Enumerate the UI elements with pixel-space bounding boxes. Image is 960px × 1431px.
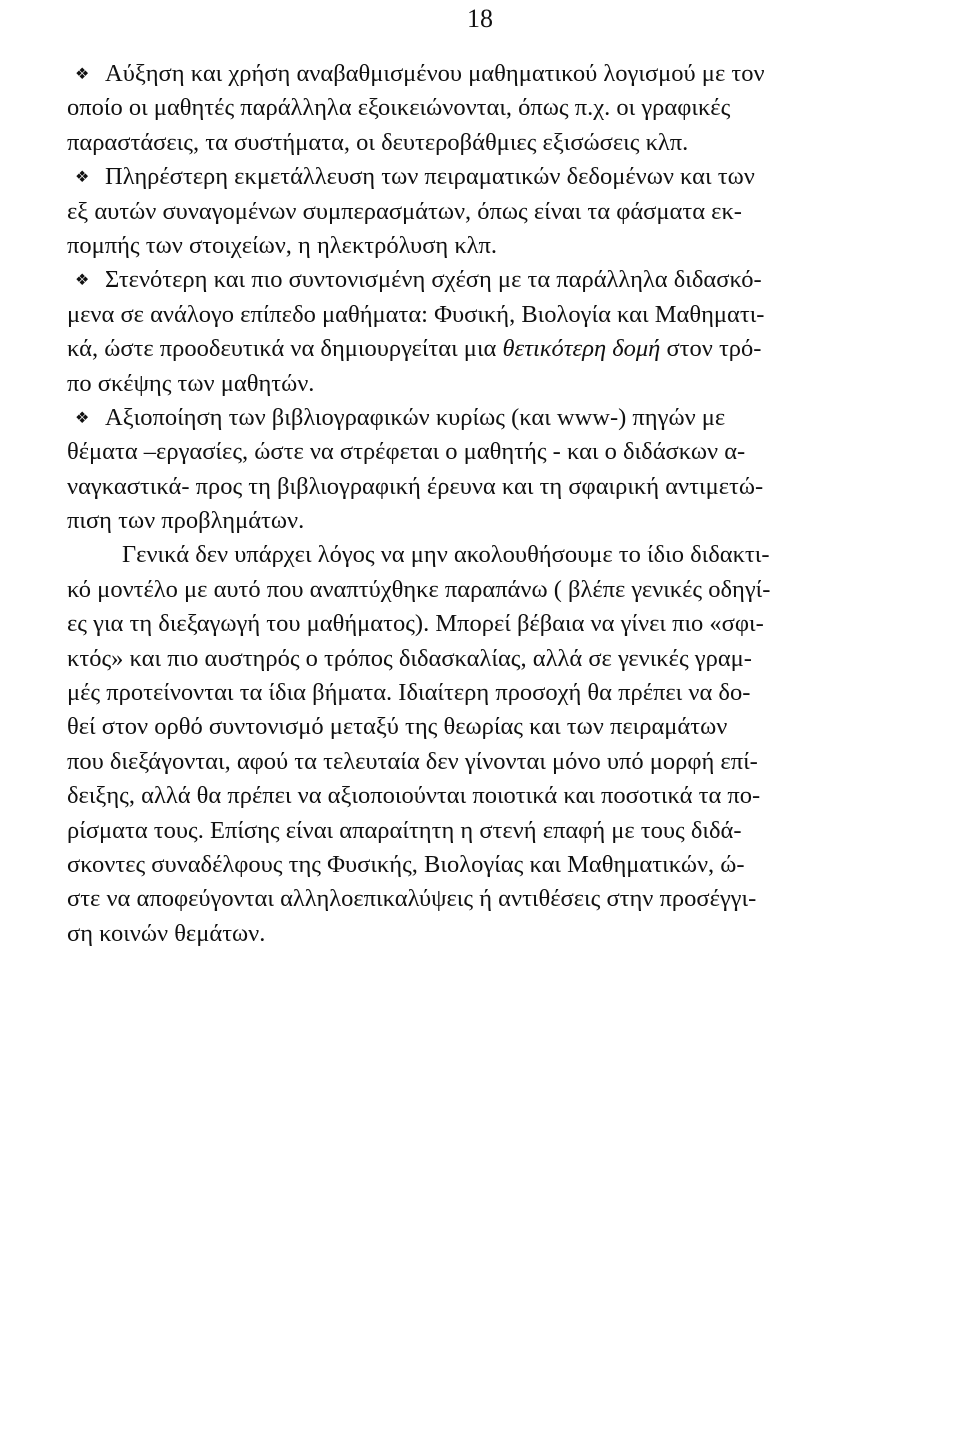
paragraph-line-2: κό μοντέλο με αυτό που αναπτύχθηκε παραπάνω ( βλέπε γενικές οδηγί- [67, 575, 771, 603]
bullet-item-4 [67, 401, 915, 539]
bullet-diamond-icon: ❖ [75, 409, 90, 427]
bullet-3-line-3-tail: στον τρό- [666, 335, 762, 363]
paragraph-line-7: που διεξάγονται, αφού τα τελευταία δεν γίνονται μόνο υπό μορφή επί- [67, 747, 758, 775]
closing-paragraph [67, 538, 915, 951]
document-body [67, 57, 915, 951]
bullet-3-line-3: κά, ώστε προοδευτικά να δημιουργείται μια [67, 335, 497, 363]
bullet-item-3 [67, 263, 915, 401]
bullet-2-line-2: εξ αυτών συναγομένων συμπερασμάτων, όπως είναι τα φάσματα εκ- [67, 197, 742, 225]
paragraph-line-8: δειξης, αλλά θα πρέπει να αξιοποιούνται ποιοτικά και ποσοτικά τα πο- [67, 782, 761, 810]
bullet-3-line-2: μενα σε ανάλογο επίπεδο μαθήματα: Φυσική, Βιολογία και Μαθηματι- [67, 300, 765, 328]
bullet-diamond-icon: ❖ [75, 272, 90, 290]
bullet-1-line-3: παραστάσεις, τα συστήματα, οι δευτεροβάθμιες εξισώσεις κλπ. [67, 128, 689, 156]
bullet-3-italic-phrase: θετικότερη δομή [502, 335, 661, 363]
paragraph-line-3: ες για τη διεξαγωγή του μαθήματος). Μπορεί βέβαια να γίνει πιο «σφι- [67, 610, 764, 638]
bullet-item-2 [67, 160, 915, 263]
bullet-4-line-3: ναγκαστικά- προς τη βιβλιογραφική έρευνα και τη σφαιρική αντιμετώ- [67, 472, 764, 500]
bullet-3-line-1: Στενότερη και πιο συντονισμένη σχέση με τα παράλληλα διδασκό- [105, 266, 762, 294]
page-number: 18 [467, 4, 493, 33]
paragraph-line-5: μές προτείνονται τα ίδια βήματα. Ιδιαίτερη προσοχή θα πρέπει να δο- [67, 679, 751, 707]
paragraph-line-9: ρίσματα τους. Επίσης είναι απαραίτητη η στενή επαφή με τους διδά- [67, 816, 742, 844]
paragraph-line-11: στε να αποφεύγονται αλληλοεπικαλύψεις ή αντιθέσεις στην προσέγγι- [67, 885, 757, 913]
paragraph-line-12: ση κοινών θεμάτων. [67, 919, 266, 947]
bullet-4-line-2: θέματα –εργασίες, ώστε να στρέφεται ο μαθητής - και ο διδάσκων α- [67, 438, 746, 466]
paragraph-line-1: Γενικά δεν υπάρχει λόγος να μην ακολουθήσουμε το ίδιο διδακτι- [122, 541, 770, 569]
paragraph-line-4: κτός» και πιο αυστηρός ο τρόπος διδασκαλίας, αλλά σε γενικές γραμ- [67, 644, 752, 672]
bullet-2-line-1: Πληρέστερη εκμετάλλευση των πειραματικών δεδομένων και των [105, 163, 755, 191]
bullet-item-1 [67, 57, 915, 160]
paragraph-line-6: θεί στον ορθό συντονισμό μεταξύ της θεωρίας και των πειραμάτων [67, 713, 728, 741]
bullet-1-line-2: οποίο οι μαθητές παράλληλα εξοικειώνονται, όπως π.χ. οι γραφικές [67, 94, 731, 122]
bullet-3-line-4: πο σκέψης των μαθητών. [67, 369, 315, 397]
bullet-4-line-4: πιση των προβλημάτων. [67, 507, 305, 535]
bullet-diamond-icon: ❖ [75, 66, 90, 83]
bullet-4-line-1: Αξιοποίηση των βιβλιογραφικών κυρίως (και www-) πηγών με [105, 403, 726, 431]
bullet-diamond-icon: ❖ [75, 169, 90, 187]
bullet-1-line-1: Αύξηση και χρήση αναβαθμισμένου μαθηματικού λογισμού με τον [105, 60, 765, 87]
bullet-2-line-3: πομπής των στοιχείων, η ηλεκτρόλυση κλπ. [67, 231, 498, 259]
paragraph-line-10: σκοντες συναδέλφους της Φυσικής, Βιολογίας και Μαθηματικών, ώ- [67, 850, 745, 878]
